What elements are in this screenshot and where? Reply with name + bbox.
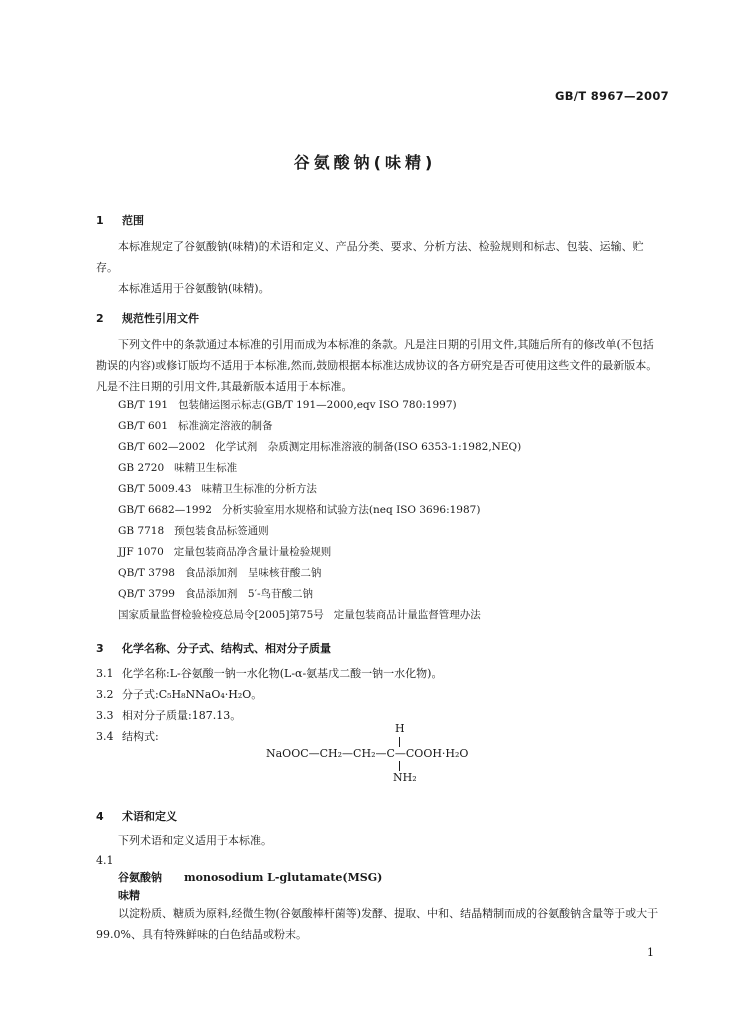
section-2-heading: 2 规范性引用文件 — [96, 312, 199, 325]
reference-item: GB 2720 味精卫生标准 — [118, 462, 238, 474]
reference-item: QB/T 3798 食品添加剂 呈味核苷酸二钠 — [118, 567, 322, 579]
reference-item: GB/T 601 标准滴定溶液的制备 — [118, 420, 273, 432]
term-number: 4.1 — [96, 854, 114, 867]
chemical-item: 3.3 相对分子质量:187.13。 — [96, 709, 242, 722]
document-number: GB/T 8967—2007 — [555, 89, 669, 103]
reference-item: GB/T 191 包装储运图示标志(GB/T 191—2000,eqv ISO 780:1997) — [118, 399, 457, 411]
section-4-heading: 4 术语和定义 — [96, 810, 177, 823]
structure-main-chain: NaOOC—CH₂—CH₂—C—COOH·H₂O — [266, 747, 469, 760]
page-title: 谷氨酸钠(味精) — [293, 153, 437, 172]
reference-item: GB/T 602—2002 化学试剂 杂质测定用标准溶液的制备(ISO 6353-1:1982,NEQ) — [118, 441, 522, 453]
chemical-item: 3.4 结构式: — [96, 730, 159, 743]
reference-item: GB/T 6682—1992 分析实验室用水规格和试验方法(neq ISO 3696:1987) — [118, 504, 481, 516]
term-alias: 味精 — [118, 889, 140, 902]
reference-item: 国家质量监督检验检疫总局令[2005]第75号 定量包装商品计量监督管理办法 — [118, 609, 481, 621]
structure-bond-bottom — [399, 761, 400, 771]
structure-bond-top — [399, 737, 400, 747]
section-2-intro: 下列文件中的条款通过本标准的引用而成为本标准的条款。凡是注日期的引用文件,其随后所有的修改单(不包括勘误的内容)或修订版均不适用于本标准,然而,鼓励根据本标准达成协议的各方研究是否可使用这些文件的最新版本。凡是不注日期的引用文件,其最新版本适用于本标准。 — [96, 338, 658, 393]
term-heading: 谷氨酸钠 monosodium L-glutamate(MSG) — [118, 871, 383, 884]
reference-item: GB/T 5009.43 味精卫生标准的分析方法 — [118, 483, 317, 495]
section-1-paragraph-2: 本标准适用于谷氨酸钠(味精)。 — [118, 282, 270, 295]
reference-item: QB/T 3799 食品添加剂 5′-鸟苷酸二钠 — [118, 588, 314, 600]
section-1-paragraph-1: 本标准规定了谷氨酸钠(味精)的术语和定义、产品分类、要求、分析方法、检验规则和标志、包装、运输、贮存。 — [96, 240, 644, 274]
chemical-item: 3.1 化学名称:L-谷氨酸一钠一水化物(L-α-氨基戊二酸一钠一水化物)。 — [96, 667, 443, 680]
section-1-heading: 1 范围 — [96, 214, 144, 227]
page-number: 1 — [647, 946, 654, 959]
term-definition: 以淀粉质、糖质为原料,经微生物(谷氨酸棒杆菌等)发酵、提取、中和、结晶精制而成的谷氨酸钠含量等于或大于99.0%、具有特殊鲜味的白色结晶或粉末。 — [96, 907, 659, 941]
reference-item: JJF 1070 定量包装商品净含量计量检验规则 — [118, 546, 332, 558]
section-4-intro: 下列术语和定义适用于本标准。 — [118, 834, 272, 847]
structure-bottom-group: NH₂ — [393, 771, 417, 784]
chemical-item: 3.2 分子式:C₅H₈NNaO₄·H₂O。 — [96, 688, 263, 701]
structure-top-atom: H — [395, 722, 405, 735]
reference-item: GB 7718 预包装食品标签通则 — [118, 525, 269, 537]
section-3-heading: 3 化学名称、分子式、结构式、相对分子质量 — [96, 642, 331, 655]
